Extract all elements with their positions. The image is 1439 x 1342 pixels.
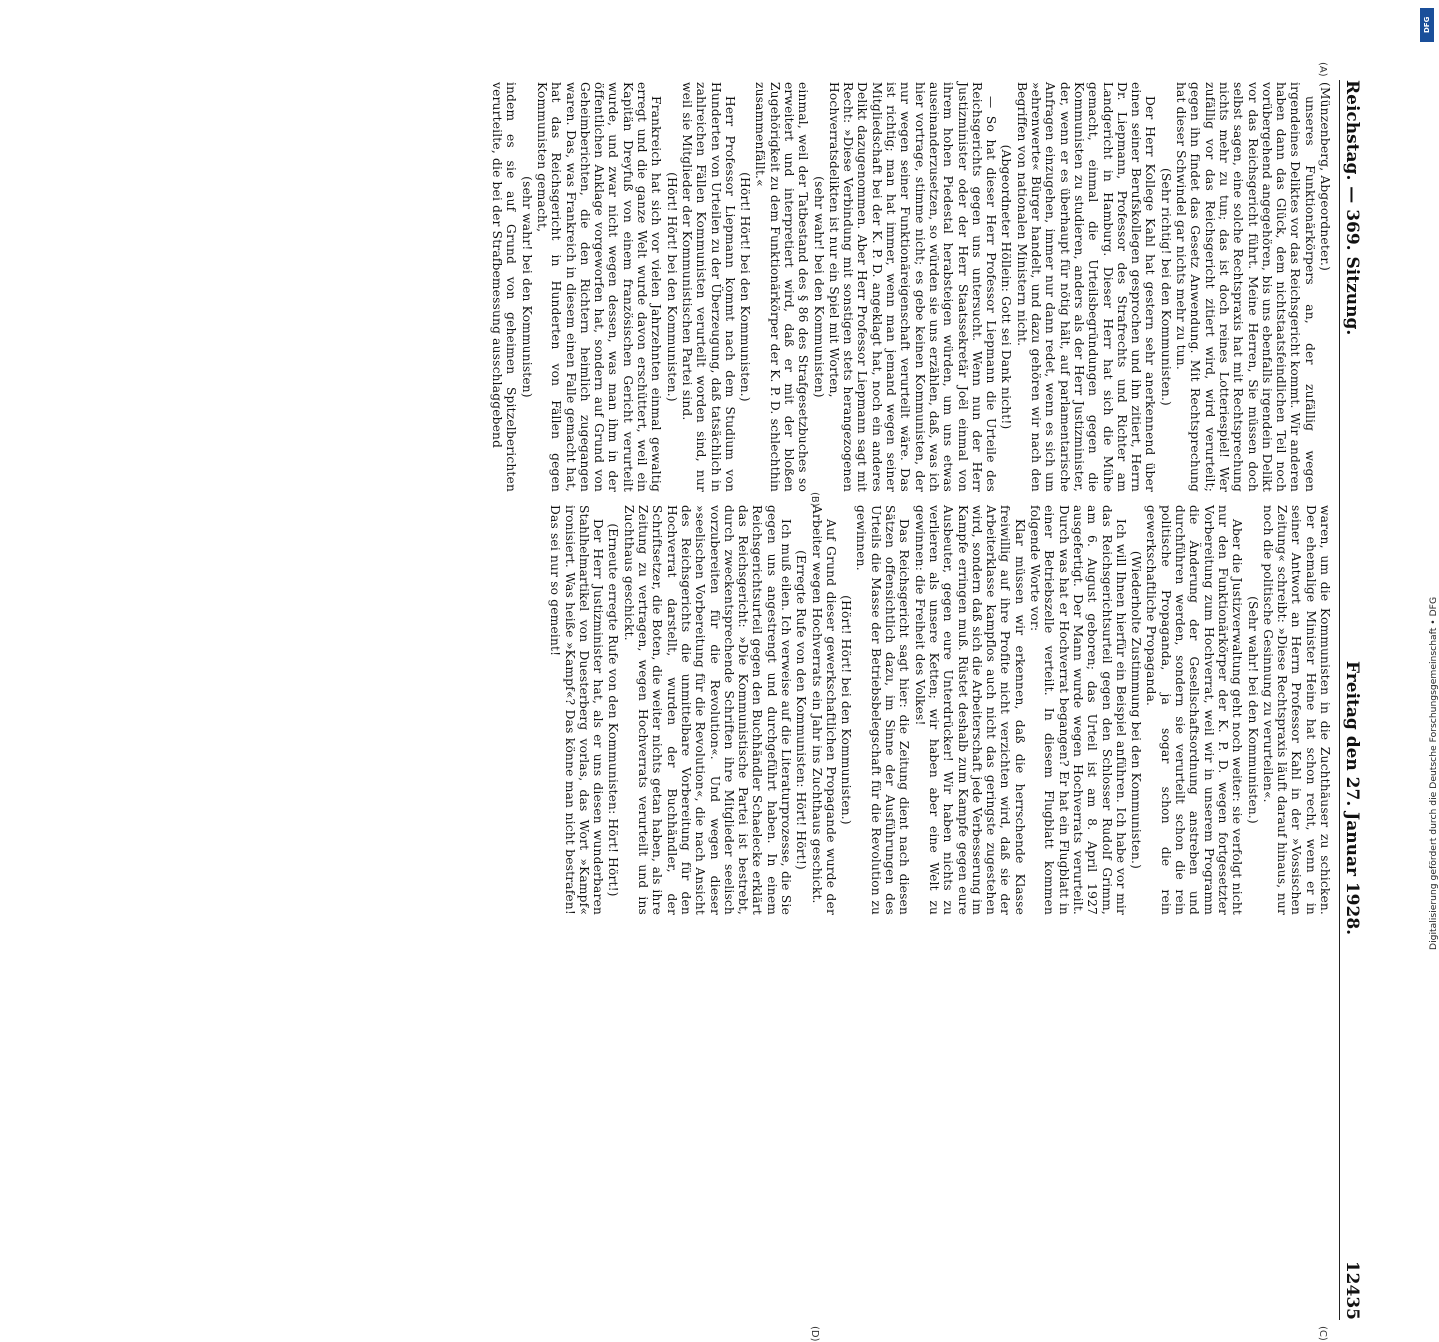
- interjection: (Erneute erregte Rufe von den Kommunisten: Hört! Hört!): [606, 523, 621, 897]
- interjection: (Hört! Hört! bei den Kommunisten.): [738, 172, 753, 402]
- credit-text: Digitalisierung gefördert durch die Deutsche Forschungsgemeinschaft • DFG: [1428, 596, 1439, 950]
- interjection: (Erregte Rufe von den Kommunisten: Hört! Hört!): [794, 550, 809, 870]
- margin-marker-a: (A): [1317, 62, 1328, 77]
- paragraph: Das Reichsgericht sagt hier: die Zeitung dient nach diesen Sätzen offensichtlich dazu, im Sinne der Ausführungen des Urteils die Masse der Betriebsbelegschaft für die Revolution zu gewinnen.: [854, 505, 912, 915]
- paragraph: Der Herr Justizminister hat, als er uns diesen wunderbaren Stahlhelmartikel von Duesterberg vorlas, das Wort »Kampf« ironisiert. Was heiße »Kampf«? Das könne man nicht bestrafen! Das sei nur so gemeint!: [548, 505, 606, 915]
- paragraph: Der Herr Kollege Kahl hat gestern sehr anerkennend über einen seiner Berufskollegen gesprochen und ihn zitiert, Herrn Dr. Liepmann, Professor des Strafrechts und Richter am Landgericht in Hamburg. Dieser Herr hat sich die Mühe gemacht, einmal die Urteilsbegründungen gegen die Kommunisten zu studieren, anders als der Herr Justizminister, der, wenn er es überhaupt für nötig hält, auf parlamentarische Anfragen einzugehen, immer nur dann redet, wenn es sich um »ehrenwerte« Bürger handelt, und dazu gehören wir nach den Begriffen von nationalen Ministern nicht.: [1014, 82, 1158, 492]
- paragraph: Frankreich hat sich vor vielen Jahrzehnten einmal gewaltig erregt und die ganze Welt wurde davon erschüttert, weil ein Kapitän Dreyfuß von einem französischen Gericht verurteilt wurde, und zwar nicht wegen dessen, was man ihm in der öffentlichen Anklage vorgeworfen hat, sondern auf Grund von Geheimberichten, die den Richtern heimlich zugegangen waren. Das, was Frankreich in diesem einen Falle gemacht hat, hat das Reichsgericht in Hunderten von Fällen gegen Kommunisten gemacht,: [534, 82, 664, 492]
- dfg-logo: DFG: [1420, 8, 1434, 42]
- interjection: (Hört! Hört! bei den Kommunisten.): [839, 595, 854, 825]
- paragraph: Auf Grund dieser gewerkschaftlichen Propagande wurde der Arbeiter wegen Hochverrats ein Jahr ins Zuchthaus geschickt.: [809, 505, 838, 915]
- interjection: (Sehr wahr! bei den Kommunisten.): [1245, 596, 1260, 824]
- margin-marker-b: (B): [809, 492, 820, 507]
- digitization-credit: [1408, 10, 1439, 970]
- paragraph: — So hat dieser Herr Professor Liepmann die Urteile des Reichsgerichts gegen uns untersucht. Wenn nun der Herr Justizminister oder der Herr Staatssekretär Joël einmal von ihrem hohen Piedestal herabsteigen würden, um uns etwas auseinanderzusetzen, so würden sie uns erzählen, daß, was ich hier vortrage, stimme nicht; es gebe keinen Kommunisten, der nur wegen seiner Funktionäreigenschaft verurteilt wäre. Das ist richtig; man hat immer, wenn man jemand wegen seiner Mitgliedschaft bei der K. P. D. angeklagt hat, noch ein anderes Delikt dazugenommen. Aber Herr Professor Liepmann sagt mit Recht: »Diese Verbindung mit sonstigen stets herangezogenen Hochverratsdelikten ist nur ein Spiel mit Worten,: [826, 82, 999, 492]
- header-session: Reichstag. — 369. Sitzung.: [1342, 80, 1362, 336]
- interjection: (Hört! Hört! bei den Kommunisten.): [664, 172, 679, 402]
- paragraph: einmal, weil der Tatbestand des § 86 des Strafgesetzbuches so erweitert und interpretiert wird, daß er mit der bloßen Zugehörigkeit zu dem Funktionärkörper der K. P. D. schlechthin zusammenfällt.«: [753, 82, 811, 492]
- interjection: (Abgeordneter Höllein: Gott sei Dank nicht!): [999, 144, 1014, 430]
- page-header: [1342, 80, 1372, 1320]
- interjection: (Sehr richtig! bei den Kommunisten.): [1158, 167, 1173, 407]
- paragraph: Ich muß eilen. Ich verweise auf die Literaturprozesse, die Sie gegen uns angestrengt und durchgeführt haben. In einem Reichsgerichtsurteil gegen den Buchhändler Schaelecke erklärt das Reichsgericht: »Die Kommunistische Partei ist bestrebt, durch zweckentsprechende Schriften ihre Mitglieder seelisch vorzubereiten für die Revolution«. Und wegen dieser »seelischen Vorbereitung für die Revolution«, die nach Ansicht des Reichsgerichts die unmittelbare Vorbereitung für den Hochverrat darstellt, wurden der Buchhändler, der Schriftsetzer, die Boten, die weiter nichts getan haben, als ihre Zeitung zu vertragen, wegen Hochverrats verurteilt und ins Zuchthaus geschickt.: [621, 505, 794, 915]
- paragraph: (Münzenberg, Abgeordneter.): [1318, 82, 1332, 272]
- paragraph: Ich will Ihnen hierfür ein Beispiel anführen. Ich habe vor mir das Reichsgerichtsurteil gegen den Schlosser Rudolf Grimm, am 6. August geboren; das Urteil ist am 8. April 1927 ausgefertigt. Der Mann wurde wegen Hochverrats verurteilt. Durch was hat er Hochverrat begangen? Er hat ein Flugblatt in einer Betriebszelle verteilt. In diesem Flugblatt kommen folgende Worte vor:: [1028, 505, 1128, 915]
- header-date: Freitag den 27. Januar 1928.: [1342, 661, 1362, 936]
- page-number: 12435: [1342, 1260, 1362, 1320]
- text-column-right: [547, 505, 1332, 915]
- margin-marker-d: (D): [809, 1326, 820, 1342]
- paragraph: waren, um die Kommunisten in die Zuchthäuser zu schicken. Der ehemalige Minister Heine hat schon recht, wenn er in seiner Antwort an Herrn Professor Kahl in der »Vossischen Zeitung« schreibt: »Diese Rechtspraxis läuft darauf hinaus, nur noch die politische Gesinnung zu verurteilen«.: [1260, 505, 1332, 915]
- interjection: (Wiederholte Zustimmung bei den Kommunisten.): [1129, 550, 1144, 870]
- header-rule: [1339, 80, 1340, 1320]
- interjection: (sehr wahr! bei den Kommunisten): [811, 176, 826, 398]
- paragraph: Herr Professor Liepmann kommt nach dem Studium von Hunderten von Urteilen zu der Überzeugung, daß tatsächlich in zahlreichen Fällen Kommunisten verurteilt worden sind, nur weil sie Mitglieder der Kommunistischen Partei sind.: [679, 82, 737, 492]
- paragraph: indem es sie auf Grund von geheimen Spitzelberichten verurteilte, die bei der Strafbemessung ausschlaggebend: [490, 82, 519, 492]
- text-column-left: [489, 82, 1332, 492]
- paragraph: unseres Funktionärkörpers an, der zufällig wegen irgendeines Deliktes vor das Reichsgericht kommt. Wir anderen haben dann das Glück, dem nichtstaatsfeindlichen Teil noch vorübergehend angegehören, bis uns ebenfalls irgendein Delikt vor das Reichsgericht führt. Meine Herren, Sie müssen doch selbst sagen, eine solche Rechtspraxis hat mit Rechtsprechung nichts mehr zu tun; das ist doch reines Lotteriespiel! Wer zufällig vor das Reichsgericht zitiert wird, wird verurteilt; gegen ihn findet das Gesetz Anwendung. Mit Rechtsprechung hat dieser Schwindel gar nichts mehr zu tun.: [1174, 82, 1317, 492]
- quote: Klar müssen wir erkennen, daß die herrschende Klasse freiwillig auf ihre Profite nicht verzichten wird, daß sie der Arbeiterklasse kampflos auch nicht das geringste zugestehen wird, sondern daß sich die Arbeiterschaft jede Verbesserung im Kampfe erringen muß. Rüstet deshalb zum Kampfe gegen eure Ausbeuter, gegen eure Unterdrücker! Wir haben nichts zu verlieren als unsere Ketten; wir haben aber eine Welt zu gewinnen: die Freiheit des Volkes!: [912, 505, 1027, 915]
- interjection: (sehr wahr! bei den Kommunisten): [519, 176, 534, 398]
- paragraph: Aber die Justizverwaltung geht noch weiter: sie verfolgt nicht nur den Funktionärkörper der K. P. D. wegen fortgesetzter Vorbereitung zum Hochverrat, weil wir in unserem Programm die Änderung der Gesellschaftsordnung anstreben und durchführen werden, sondern sie verurteilt schon die rein politische Propaganda, ja sogar schon die rein gewerkschaftliche Propaganda.: [1144, 505, 1245, 915]
- margin-marker-c: (C): [1317, 1326, 1328, 1341]
